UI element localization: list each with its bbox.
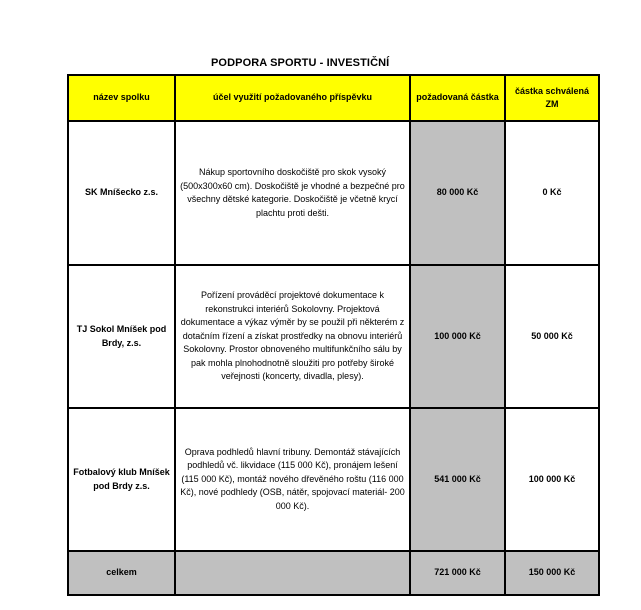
header-requested: požadovaná částka: [410, 75, 505, 121]
header-club: název spolku: [68, 75, 175, 121]
header-approved: částka schválená ZM: [505, 75, 599, 121]
club-name: Fotbalový klub Mníšek pod Brdy z.s.: [68, 408, 175, 551]
table-row: [68, 408, 599, 551]
page-title: PODPORA SPORTU - INVESTIČNÍ: [211, 57, 390, 69]
purpose-text: Nákup sportovního doskočiště pro skok vysoký (500x300x60 cm). Doskočiště je vhodné a bezpečné pro všechny dětské kategorie. Doskočiště je včetně krycí plachtu proti dešti.: [175, 121, 410, 265]
header-row: [68, 75, 599, 121]
club-name: TJ Sokol Mníšek pod Brdy, z.s.: [68, 265, 175, 408]
requested-amount: 100 000 Kč: [410, 265, 505, 408]
total-requested: 721 000 Kč: [410, 551, 505, 595]
table-row: [68, 121, 599, 265]
total-label: celkem: [68, 551, 175, 595]
purpose-text: Oprava podhledů hlavní tribuny. Demontáž stávajících podhledů vč. likvidace (115 000 Kč), pronájem lešení (115 000 Kč), montáž nového dřevěného roštu (116 000 Kč), nové podhledy (OSB, nátěr, spojovací materiál- 200 000 Kč).: [175, 408, 410, 551]
club-name: SK Mníšecko z.s.: [68, 121, 175, 265]
support-table: [67, 74, 600, 596]
approved-amount: 50 000 Kč: [505, 265, 599, 408]
table-row: [68, 265, 599, 408]
requested-amount: 541 000 Kč: [410, 408, 505, 551]
requested-amount: 80 000 Kč: [410, 121, 505, 265]
approved-amount: 0 Kč: [505, 121, 599, 265]
purpose-text: Pořízení prováděcí projektové dokumentace k rekonstrukci interiérů Sokolovny. Projektová dokumentace a výkaz výměr by se použil při některém z dotačním řízení a získat prostředky na obnovu interiérů Sokolovny. Prostor obnoveného multifunkčního sálu by pak mohla plnohodnotně sloužiti pro potřeby široké veřejnosti (koncerty, divadla, plesy).: [175, 265, 410, 408]
approved-amount: 100 000 Kč: [505, 408, 599, 551]
header-purpose: účel využití požadovaného příspěvku: [175, 75, 410, 121]
total-approved: 150 000 Kč: [505, 551, 599, 595]
total-row: [68, 551, 599, 595]
total-purpose: [175, 551, 410, 595]
